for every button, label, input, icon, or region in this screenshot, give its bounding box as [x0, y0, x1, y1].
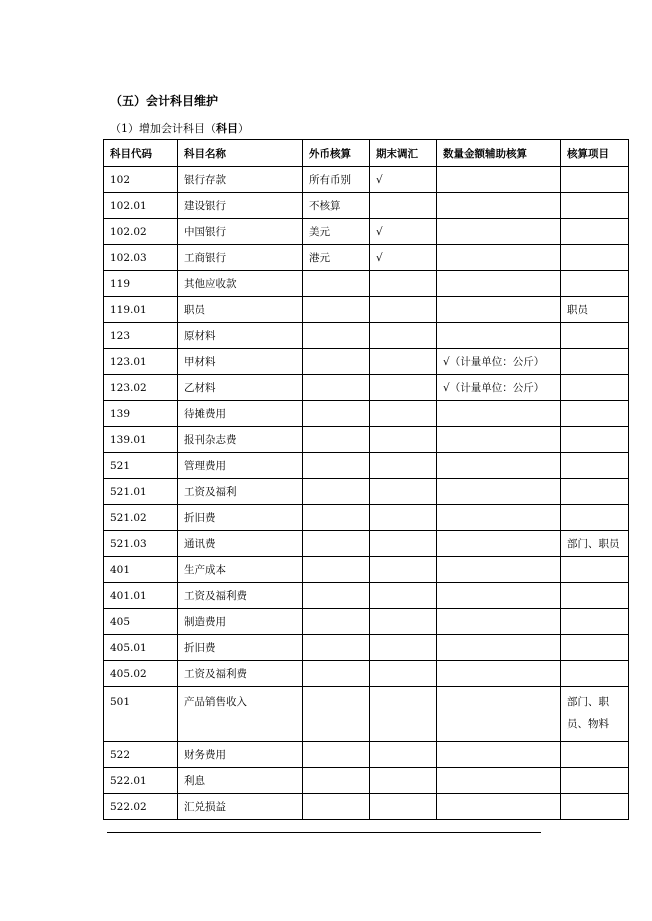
cell-qty	[437, 479, 561, 505]
cell-name: 利息	[178, 768, 303, 794]
cell-qty	[437, 583, 561, 609]
cell-name: 工资及福利费	[178, 661, 303, 687]
cell-code: 123.01	[104, 349, 178, 375]
cell-item	[561, 271, 629, 297]
cell-name: 职员	[178, 297, 303, 323]
cell-qty	[437, 167, 561, 193]
table-row	[104, 271, 629, 297]
cell-fx	[303, 557, 370, 583]
table-row	[104, 193, 629, 219]
table-row	[104, 297, 629, 323]
table-row	[104, 661, 629, 687]
cell-item: 部门、职员	[561, 531, 629, 557]
cell-item	[561, 375, 629, 401]
cell-fx	[303, 687, 370, 742]
cell-name: 折旧费	[178, 635, 303, 661]
cell-code: 405.02	[104, 661, 178, 687]
cell-item	[561, 557, 629, 583]
cell-code: 119.01	[104, 297, 178, 323]
cell-item: 部门、职员、物料	[561, 687, 629, 742]
cell-fx	[303, 661, 370, 687]
cell-item	[561, 245, 629, 271]
cell-name: 中国银行	[178, 219, 303, 245]
cell-name: 汇兑损益	[178, 794, 303, 820]
cell-fx	[303, 635, 370, 661]
cell-item	[561, 219, 629, 245]
table-row	[104, 427, 629, 453]
cell-adj	[370, 401, 437, 427]
cell-item	[561, 323, 629, 349]
header-code: 科目代码	[104, 140, 178, 167]
cell-name: 甲材料	[178, 349, 303, 375]
cell-adj	[370, 794, 437, 820]
header-item: 核算项目	[561, 140, 629, 167]
cell-adj	[370, 297, 437, 323]
cell-item	[561, 794, 629, 820]
cell-fx	[303, 505, 370, 531]
cell-qty	[437, 635, 561, 661]
cell-code: 102.02	[104, 219, 178, 245]
cell-fx	[303, 349, 370, 375]
cell-adj	[370, 583, 437, 609]
cell-name: 报刊杂志费	[178, 427, 303, 453]
cell-adj: √	[370, 167, 437, 193]
cell-code: 521.01	[104, 479, 178, 505]
cell-adj	[370, 453, 437, 479]
cell-qty	[437, 297, 561, 323]
cell-name: 工商银行	[178, 245, 303, 271]
cell-name: 生产成本	[178, 557, 303, 583]
sub-title-bold: 科目	[216, 122, 238, 135]
cell-adj	[370, 531, 437, 557]
cell-item	[561, 635, 629, 661]
cell-fx	[303, 297, 370, 323]
cell-fx	[303, 742, 370, 768]
cell-fx	[303, 583, 370, 609]
cell-qty	[437, 742, 561, 768]
cell-fx: 不核算	[303, 193, 370, 219]
cell-qty	[437, 453, 561, 479]
cell-code: 501	[104, 687, 178, 742]
cell-adj: √	[370, 245, 437, 271]
cell-code: 522	[104, 742, 178, 768]
cell-qty	[437, 687, 561, 742]
cell-qty	[437, 768, 561, 794]
cell-name: 管理费用	[178, 453, 303, 479]
cell-adj	[370, 505, 437, 531]
cell-adj	[370, 193, 437, 219]
table-row	[104, 479, 629, 505]
cell-fx	[303, 375, 370, 401]
cell-item	[561, 661, 629, 687]
cell-fx: 所有币别	[303, 167, 370, 193]
cell-item	[561, 427, 629, 453]
cell-code: 139	[104, 401, 178, 427]
cell-name: 制造费用	[178, 609, 303, 635]
cell-qty: √（计量单位：公斤）	[437, 375, 561, 401]
cell-fx	[303, 427, 370, 453]
cell-qty	[437, 557, 561, 583]
cell-name: 原材料	[178, 323, 303, 349]
table-row	[104, 219, 629, 245]
cell-adj	[370, 479, 437, 505]
cell-code: 401.01	[104, 583, 178, 609]
cell-name: 乙材料	[178, 375, 303, 401]
cell-adj: √	[370, 219, 437, 245]
cell-adj	[370, 557, 437, 583]
footer-divider	[107, 832, 541, 833]
cell-name: 待摊费用	[178, 401, 303, 427]
cell-name: 建设银行	[178, 193, 303, 219]
cell-item	[561, 193, 629, 219]
cell-code: 521.02	[104, 505, 178, 531]
account-table	[103, 139, 629, 820]
table-row	[104, 531, 629, 557]
cell-name: 其他应收款	[178, 271, 303, 297]
cell-qty	[437, 609, 561, 635]
cell-name: 工资及福利费	[178, 583, 303, 609]
cell-qty	[437, 193, 561, 219]
cell-adj	[370, 271, 437, 297]
cell-item	[561, 401, 629, 427]
cell-item	[561, 479, 629, 505]
cell-qty	[437, 245, 561, 271]
table-row	[104, 609, 629, 635]
cell-qty	[437, 427, 561, 453]
table-row	[104, 453, 629, 479]
header-adj: 期末调汇	[370, 140, 437, 167]
cell-item	[561, 742, 629, 768]
cell-code: 123.02	[104, 375, 178, 401]
cell-item	[561, 505, 629, 531]
cell-qty	[437, 271, 561, 297]
cell-adj	[370, 427, 437, 453]
cell-adj	[370, 661, 437, 687]
cell-adj	[370, 635, 437, 661]
cell-fx	[303, 453, 370, 479]
table-row	[104, 687, 629, 742]
cell-code: 102	[104, 167, 178, 193]
cell-name: 银行存款	[178, 167, 303, 193]
cell-code: 405.01	[104, 635, 178, 661]
cell-fx	[303, 401, 370, 427]
cell-item	[561, 167, 629, 193]
table-row	[104, 635, 629, 661]
cell-adj	[370, 687, 437, 742]
cell-adj	[370, 768, 437, 794]
cell-code: 522.02	[104, 794, 178, 820]
cell-fx	[303, 271, 370, 297]
table-row	[104, 794, 629, 820]
table-row	[104, 401, 629, 427]
table-row	[104, 245, 629, 271]
table-row	[104, 349, 629, 375]
table-row	[104, 583, 629, 609]
cell-code: 119	[104, 271, 178, 297]
cell-adj	[370, 609, 437, 635]
cell-qty	[437, 794, 561, 820]
cell-adj	[370, 375, 437, 401]
cell-qty	[437, 531, 561, 557]
cell-name: 折旧费	[178, 505, 303, 531]
cell-fx	[303, 609, 370, 635]
cell-item	[561, 583, 629, 609]
cell-adj	[370, 323, 437, 349]
cell-fx: 港元	[303, 245, 370, 271]
cell-item	[561, 453, 629, 479]
sub-title-prefix: （1）增加会计科目（	[110, 122, 216, 135]
cell-qty	[437, 323, 561, 349]
cell-fx	[303, 479, 370, 505]
table-row	[104, 557, 629, 583]
table-row	[104, 323, 629, 349]
cell-code: 102.01	[104, 193, 178, 219]
cell-code: 123	[104, 323, 178, 349]
cell-code: 521.03	[104, 531, 178, 557]
cell-code: 401	[104, 557, 178, 583]
cell-name: 工资及福利	[178, 479, 303, 505]
table-row	[104, 505, 629, 531]
cell-code: 102.03	[104, 245, 178, 271]
cell-qty	[437, 505, 561, 531]
cell-qty	[437, 401, 561, 427]
cell-code: 405	[104, 609, 178, 635]
cell-fx	[303, 531, 370, 557]
table-row	[104, 375, 629, 401]
cell-item: 职员	[561, 297, 629, 323]
cell-fx: 美元	[303, 219, 370, 245]
cell-fx	[303, 768, 370, 794]
cell-qty: √（计量单位：公斤）	[437, 349, 561, 375]
cell-code: 139.01	[104, 427, 178, 453]
table-row	[104, 768, 629, 794]
header-qty: 数量金额辅助核算	[437, 140, 561, 167]
cell-name: 产品销售收入	[178, 687, 303, 742]
table-row	[104, 167, 629, 193]
cell-adj	[370, 349, 437, 375]
table-header-row	[104, 140, 629, 167]
cell-name: 通讯费	[178, 531, 303, 557]
cell-fx	[303, 794, 370, 820]
sub-title	[110, 120, 249, 136]
cell-code: 521	[104, 453, 178, 479]
cell-qty	[437, 661, 561, 687]
cell-code: 522.01	[104, 768, 178, 794]
section-title: （五）会计科目维护	[110, 94, 219, 108]
cell-item	[561, 768, 629, 794]
header-fx: 外币核算	[303, 140, 370, 167]
sub-title-suffix: ）	[238, 122, 249, 135]
cell-adj	[370, 742, 437, 768]
cell-item	[561, 609, 629, 635]
cell-item	[561, 349, 629, 375]
table-row	[104, 742, 629, 768]
cell-fx	[303, 323, 370, 349]
cell-name: 财务费用	[178, 742, 303, 768]
header-name: 科目名称	[178, 140, 303, 167]
cell-qty	[437, 219, 561, 245]
